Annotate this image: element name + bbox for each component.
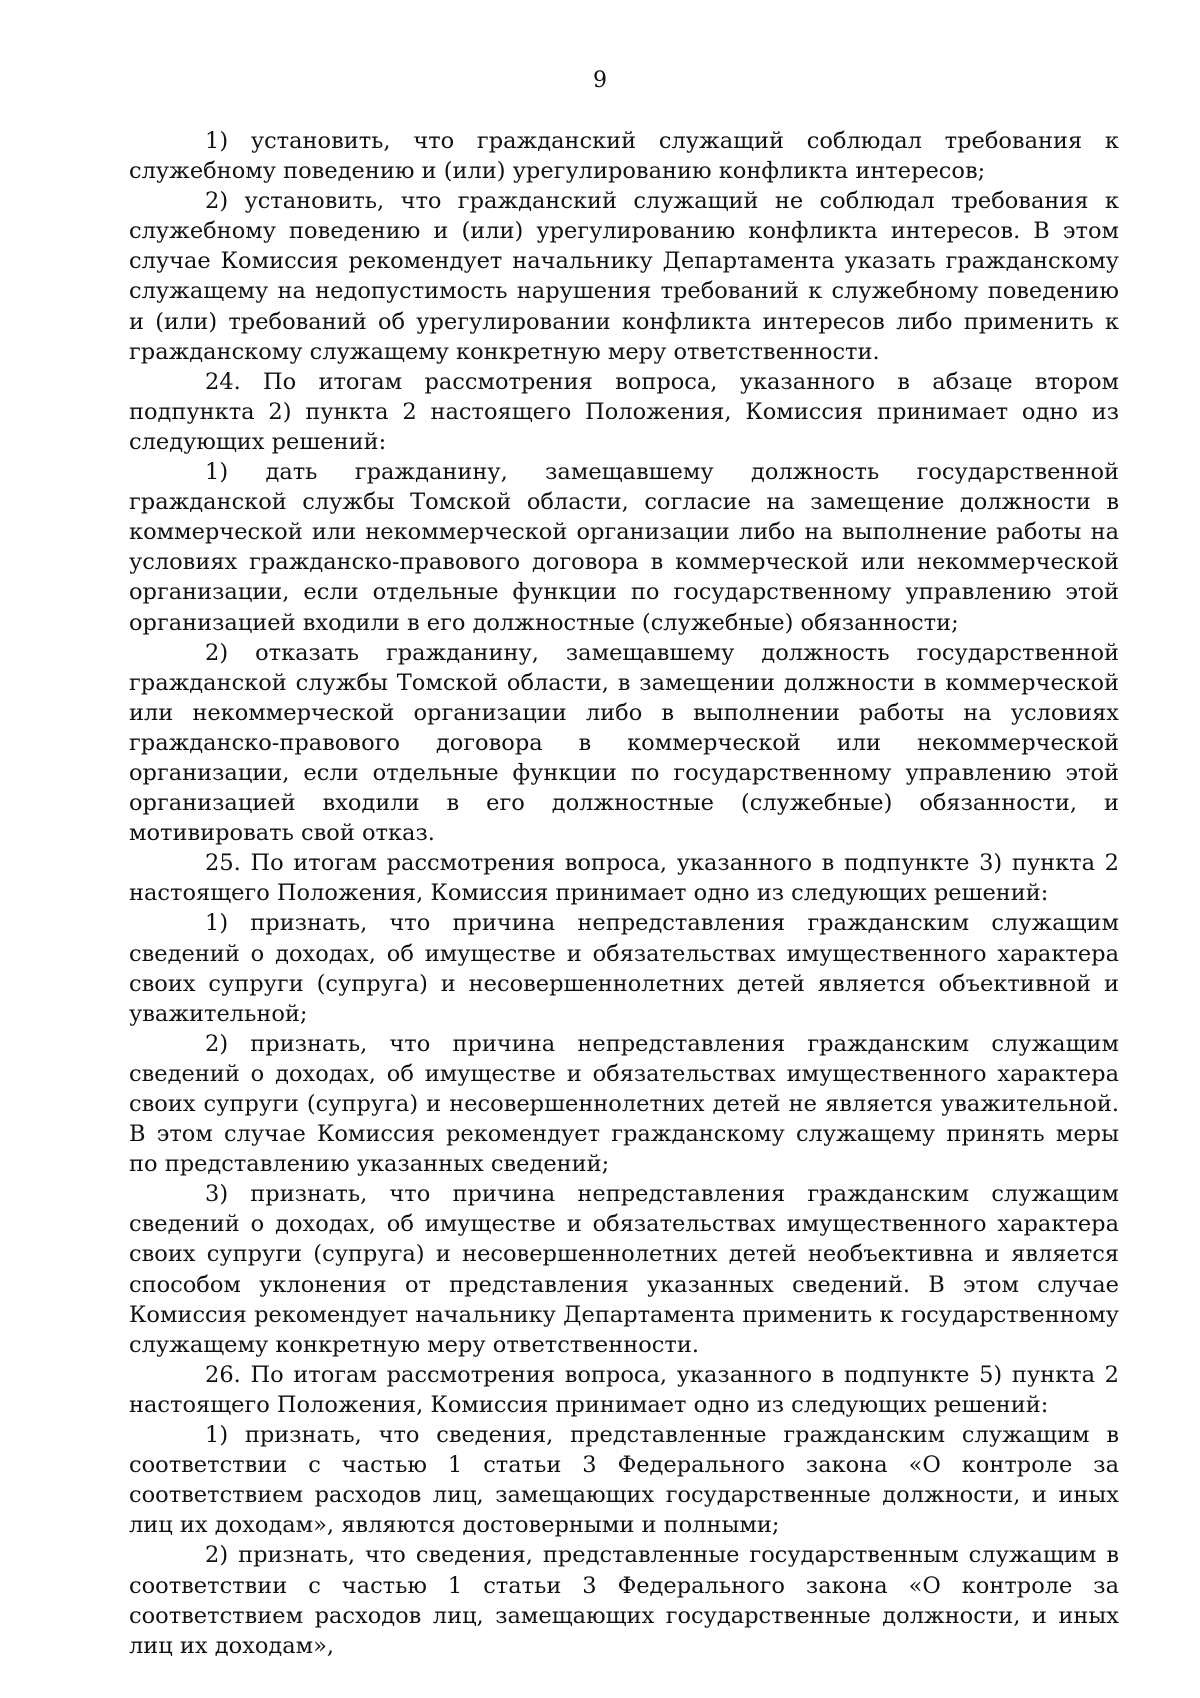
paragraph-24-item-1: 1) дать гражданину, замещавшему должность государственной гражданской службы Томской области, согласие на замещение должности в коммерческой или некоммерческой организации либо на выполнение работы на условиях гражданско-правового договора в коммерческой или некоммерческой организации, если отдельные функции по государственному управлению этой организацией входили в его должностные (служебные) обязанности; xyxy=(129,459,1119,636)
paragraph-23-item-1: 1) установить, что гражданский служащий соблюдал требования к служебному поведению и (или) урегулированию конфликта интересов; xyxy=(129,128,1119,185)
document-body xyxy=(129,126,1119,1661)
paragraph-26: 26. По итогам рассмотрения вопроса, указанного в подпункте 5) пункта 2 настоящего Положения, Комиссия принимает одно из следующих решений: xyxy=(129,1361,1119,1418)
paragraph-25-item-1: 1) признать, что причина непредставления гражданским служащим сведений о доходах, об имуществе и обязательствах имущественного характера своих супруги (супруга) и несовершеннолетних детей является объективной и уважительной; xyxy=(129,910,1119,1027)
paragraph-24-item-2: 2) отказать гражданину, замещавшему должность государственной гражданской службы Томской области, в замещении должности в коммерческой или некоммерческой организации либо в выполнении работы на условиях гражданско-правового договора в коммерческой или некоммерческой организации, если отдельные функции по государственному управлению этой организацией входили в его должностные (служебные) обязанности, и мотивировать свой отказ. xyxy=(129,639,1119,847)
paragraph-24: 24. По итогам рассмотрения вопроса, указанного в абзаце втором подпункта 2) пункта 2 настоящего Положения, Комиссия принимает одно из следующих решений: xyxy=(129,368,1119,455)
paragraph-25: 25. По итогам рассмотрения вопроса, указанного в подпункте 3) пункта 2 настоящего Положения, Комиссия принимает одно из следующих решений: xyxy=(129,850,1119,907)
paragraph-25-item-2: 2) признать, что причина непредставления гражданским служащим сведений о доходах, об имуществе и обязательствах имущественного характера своих супруги (супруга) и несовершеннолетних детей не является уважительной. В этом случае Комиссия рекомендует гражданскому служащему принять меры по представлению указанных сведений; xyxy=(129,1030,1119,1178)
paragraph-25-item-3: 3) признать, что причина непредставления гражданским служащим сведений о доходах, об имуществе и обязательствах имущественного характера своих супруги (супруга) и несовершеннолетних детей необъективна и является способом уклонения от представления указанных сведений. В этом случае Комиссия рекомендует начальнику Департамента применить к государственному служащему конкретную меру ответственности. xyxy=(129,1181,1119,1358)
paragraph-26-item-2: 2) признать, что сведения, представленные государственным служащим в соответствии с частью 1 статьи 3 Федерального закона «О контроле за соответствием расходов лиц, замещающих государственные должности, и иных лиц их доходам», xyxy=(129,1542,1119,1659)
paragraph-23-item-2: 2) установить, что гражданский служащий не соблюдал требования к служебному поведению и (или) урегулированию конфликта интересов. В этом случае Комиссия рекомендует начальнику Департамента указать гражданскому служащему на недопустимость нарушения требований к служебному поведению и (или) требований об урегулировании конфликта интересов либо применить к гражданскому служащему конкретную меру ответственности. xyxy=(129,188,1119,365)
paragraph-26-item-1: 1) признать, что сведения, представленные гражданским служащим в соответствии с частью 1 статьи 3 Федерального закона «О контроле за соответствием расходов лиц, замещающих государственные должности, и иных лиц их доходам», являются достоверными и полными; xyxy=(129,1422,1119,1539)
page-number: 9 xyxy=(593,68,607,93)
